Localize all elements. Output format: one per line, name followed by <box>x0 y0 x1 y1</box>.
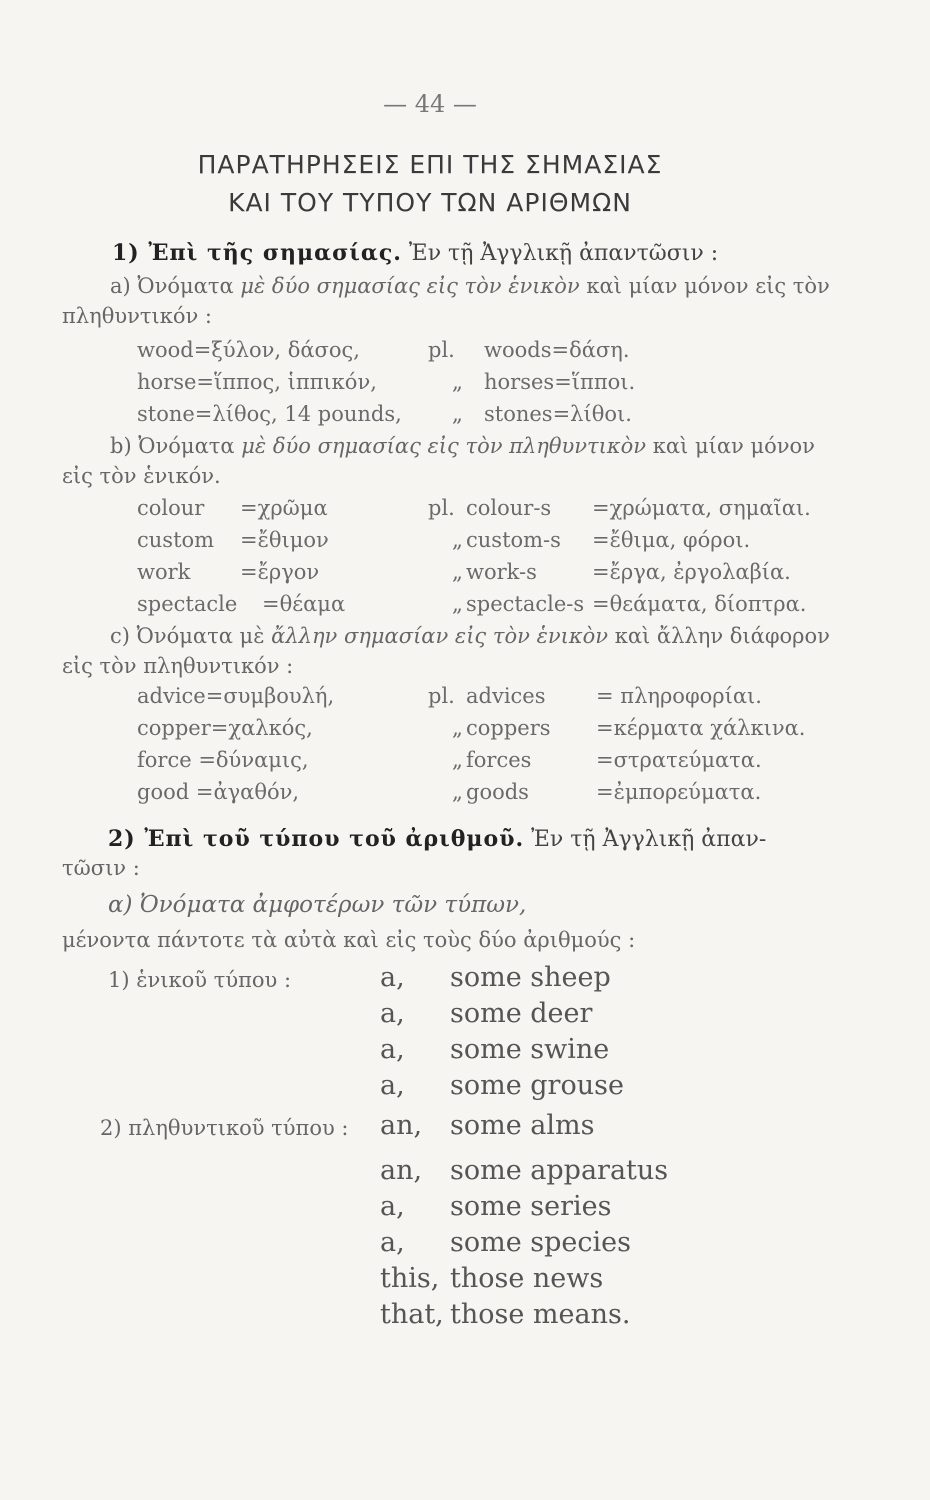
s1c-row2-pl: coppers <box>466 716 551 740</box>
s1a-row1-pl-mark: pl. <box>428 338 455 362</box>
section1-c-line1 <box>110 624 830 648</box>
s1b-row2-pl-mark: „ <box>452 528 463 552</box>
s1b-row1-pl: colour-s <box>466 496 552 520</box>
page-title-line1: ΠΑΡΑΤΗΡΗΣΕΙΣ ΕΠΙ ΤΗΣ ΣΗΜΑΣΙΑΣ <box>197 150 663 179</box>
section2-heading <box>108 826 766 852</box>
section1-a-suffix: καὶ μίαν μόνον εἰς τὸν <box>586 274 830 298</box>
s1b-row3-sg: work <box>137 560 191 584</box>
s1a-row3-pl: stones=λίθοι. <box>484 402 632 426</box>
s1b-row1-pl-gr: =χρώματα, σημαῖαι. <box>592 496 811 520</box>
s1c-row1-sg: advice=συμβουλή, <box>137 684 335 708</box>
group2-row4-art: a, <box>380 1227 405 1258</box>
s1b-row4-pl-mark: „ <box>452 592 463 616</box>
group1-row4-word: some grouse <box>450 1070 624 1101</box>
s1b-row1-sg-gr: =χρῶμα <box>240 496 328 520</box>
group2-row2-art: an, <box>380 1155 423 1186</box>
s1c-row2-pl-mark: „ <box>452 716 463 740</box>
s1c-row2-sg: copper=χαλκός, <box>137 716 313 740</box>
s1c-row4-pl: goods <box>466 780 529 804</box>
group2-row3-art: a, <box>380 1191 405 1222</box>
section1-c-italic: ἄλλην σημασίαν εἰς τὸν ἑνικὸν <box>271 624 609 648</box>
group1-row2-word: some deer <box>450 998 593 1029</box>
s1b-row4-sg-gr: =θέαμα <box>262 592 346 616</box>
section1-b-line1 <box>110 434 815 458</box>
group1-row4-art: a, <box>380 1070 405 1101</box>
section1-b-italic: μὲ δύο σημασίας εἰς τὸν πληθυντικὸν <box>241 434 647 458</box>
s1b-row2-pl-gr: =ἔθιμα, φόροι. <box>592 528 751 552</box>
section2-intro: Ἐν τῇ Ἀγγλικῇ ἀπαν- <box>531 827 767 852</box>
s1c-row1-pl-gr: = πληροφορίαι. <box>596 684 762 708</box>
group1-row3-word: some swine <box>450 1034 610 1065</box>
s1b-row4-pl: spectacle-s <box>466 592 585 616</box>
s1b-row2-pl: custom-s <box>466 528 561 552</box>
group2-row5-word: those news <box>450 1263 604 1294</box>
s1c-row3-pl-gr: =στρατεύματα. <box>596 748 762 772</box>
s1b-row4-pl-gr: =θεάματα, δίοπτρα. <box>592 592 807 616</box>
section1-c-prefix: c) Ὀνόματα μὲ <box>110 624 265 648</box>
s1a-row2-pl: horses=ἵπποι. <box>484 370 636 394</box>
s1b-row3-pl-mark: „ <box>452 560 463 584</box>
section2-a-line2: μένοντα πάντοτε τὰ αὐτὰ καὶ εἰς τοὺς δύο ἀριθμούς : <box>62 928 636 952</box>
section1-intro: Ἐν τῇ Ἀγγλικῇ ἀπαντῶσιν : <box>408 241 719 266</box>
group1-row1-word: some sheep <box>450 962 611 993</box>
s1a-row2-sg: horse=ἵππος, ἱππικόν, <box>137 370 377 394</box>
s1a-row3-sg: stone=λίθος, 14 pounds, <box>137 402 402 426</box>
s1a-row1-pl: woods=δάση. <box>484 338 630 362</box>
s1c-row3-pl: forces <box>466 748 532 772</box>
s1c-row1-pl-mark: pl. <box>428 684 455 708</box>
section1-a-line1 <box>110 274 830 298</box>
s1c-row4-pl-mark: „ <box>452 780 463 804</box>
section1-a-prefix: a) Ὀνόματα <box>110 274 234 298</box>
group2-row5-art: this, <box>380 1263 440 1294</box>
group2-row2-word: some apparatus <box>450 1155 669 1186</box>
section1-label: 1) Ἐπὶ τῆς σημασίας. <box>112 240 402 266</box>
group1-row3-art: a, <box>380 1034 405 1065</box>
section1-b-prefix: b) Ὀνόματα <box>110 434 235 458</box>
s1c-row3-pl-mark: „ <box>452 748 463 772</box>
s1a-row3-pl-mark: „ <box>452 402 463 426</box>
s1a-row1-sg: wood=ξύλον, δάσος, <box>137 338 360 362</box>
group1-row2-art: a, <box>380 998 405 1029</box>
s1b-row3-pl: work-s <box>466 560 537 584</box>
group1-row1-art: a, <box>380 962 405 993</box>
section2-intro2: τῶσιν : <box>62 856 140 880</box>
s1c-row2-pl-gr: =κέρματα χάλκινα. <box>596 716 806 740</box>
section1-heading <box>112 240 718 266</box>
section2-a-italic: α) Ὀνόματα ἀμφοτέρων τῶν τύπων, <box>108 892 527 918</box>
group2-row1-art: an, <box>380 1110 423 1141</box>
group2-row4-word: some species <box>450 1227 631 1258</box>
section2-label: 2) Ἐπὶ τοῦ τύπου τοῦ ἀριθμοῦ. <box>108 826 525 852</box>
page-title-line2: ΚΑΙ ΤΟΥ ΤΥΠΟΥ ΤΩΝ ΑΡΙΘΜΩΝ <box>228 188 632 217</box>
section1-a-line2: πληθυντικόν : <box>62 304 213 328</box>
s1b-row1-sg: colour <box>137 496 205 520</box>
s1b-row1-pl-mark: pl. <box>428 496 455 520</box>
group2-row6-art: that, <box>380 1299 444 1330</box>
s1a-row2-pl-mark: „ <box>452 370 463 394</box>
s1b-row4-sg: spectacle <box>137 592 238 616</box>
section1-a-italic: μὲ δύο σημασίας εἰς τὸν ἑνικὸν <box>240 274 580 298</box>
group2-row1-word: some alms <box>450 1110 595 1141</box>
group1-label: 1) ἑνικοῦ τύπου : <box>108 968 292 992</box>
section1-c-line2: εἰς τὸν πληθυντικόν : <box>62 654 294 678</box>
s1c-row3-sg: force =δύναμις, <box>137 748 309 772</box>
s1c-row1-pl: advices <box>466 684 546 708</box>
s1c-row4-sg: good =ἀγαθόν, <box>137 780 300 804</box>
section1-b-suffix: καὶ μίαν μόνον <box>652 434 815 458</box>
s1b-row3-pl-gr: =ἔργα, ἐργολαβία. <box>592 560 791 584</box>
s1c-row4-pl-gr: =ἐμπορεύματα. <box>596 780 762 804</box>
s1b-row2-sg: custom <box>137 528 215 552</box>
s1b-row2-sg-gr: =ἔθιμον <box>240 528 329 552</box>
s1b-row3-sg-gr: =ἔργον <box>240 560 320 584</box>
group2-label: 2) πληθυντικοῦ τύπου : <box>100 1116 349 1140</box>
page-number: — 44 — <box>383 90 477 118</box>
section1-b-line2: εἰς τὸν ἑνικόν. <box>62 464 221 488</box>
group2-row6-word: those means. <box>450 1299 631 1330</box>
section1-c-suffix: καὶ ἄλλην διάφορον <box>614 624 830 648</box>
group2-row3-word: some series <box>450 1191 612 1222</box>
